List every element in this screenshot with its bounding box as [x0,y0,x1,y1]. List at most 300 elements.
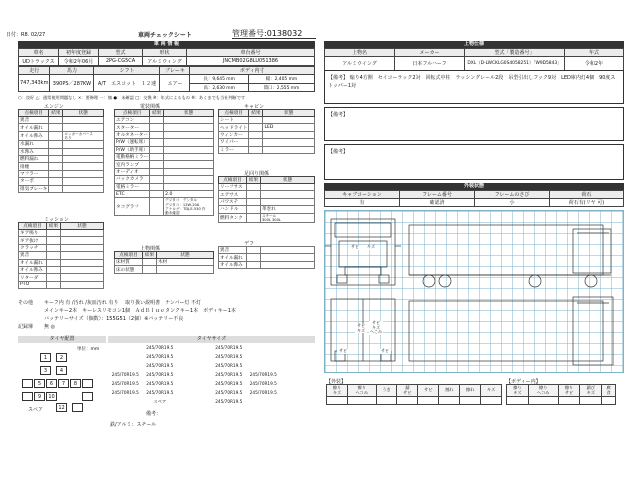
insp-item: 電格ミラー [115,183,150,190]
legend-value [347,397,376,405]
insp-row [115,266,214,273]
insp-item: ワイパー [219,139,249,146]
insp-state [164,161,214,168]
vh-name: 車名 [19,49,59,57]
insp-state: デジタコ デンタル デジタコ：12W-20A アナログ：TDJ-E-530 作 動未確認 [164,198,214,216]
tire-size-cell: 245/70R19.5 [215,345,243,350]
insp-state [63,185,104,192]
insp-header: 結果 [47,223,61,230]
insp-item: オイル滲み [19,266,47,273]
insp-chassis-table [218,176,315,223]
insp-row [115,124,214,131]
insp-result [247,261,261,268]
insp-row [115,117,214,124]
tire-remark: 備考： [146,411,162,417]
legend-value-row [507,397,616,405]
tire-size-cell [108,343,143,352]
insp-state [61,266,104,273]
vehicle-info-title: 車 両 情 報 [18,41,315,48]
tire-size-cell [177,388,212,397]
insp-result [47,244,61,251]
tire-position-box: 7 [58,379,69,388]
insp-header: 点検項目 [115,252,143,259]
tire-size-row [108,343,315,352]
insp-row [115,198,214,216]
truck-side-view [409,225,611,287]
insp-item: オイル漏れ [19,259,47,266]
ex-h-frame-rust: フレームのさび [475,191,550,199]
insp-state [261,198,315,205]
tire-size-cell [177,379,212,388]
insp-result [49,117,63,124]
insp-result [150,168,164,175]
vh-body-dims: ボディ内寸 [190,67,315,75]
insp-result [249,131,263,138]
insp-result [247,247,261,254]
tire-size-cell [246,361,281,370]
legend-value [602,397,616,405]
legend-value [397,397,418,405]
ex-h-frame-no: フレーム番号 [400,191,475,199]
vh-first-reg: 初年度登録 [59,49,99,57]
insp-state [263,117,315,124]
insp-state [164,168,214,175]
legend-label: 腐 食 [602,385,616,397]
insp-upper-table [114,251,214,274]
v-shift: A/T エスコット １２速 [94,75,160,92]
insp-chassis-title: 足回り関係 [244,171,270,177]
insp-item: PTO [19,281,47,288]
legend-label: 擦り キズ [327,385,348,397]
legend-value [418,397,439,405]
insp-state [261,191,315,198]
insp-item: クラッチ [19,244,47,251]
legend-label: 擦れ [460,385,481,397]
legend-item: ●：未確認 [113,95,134,100]
v-first-reg: 令和2年06月 [59,57,99,66]
insp-result [49,155,63,162]
truck-front-view [325,219,401,285]
insp-item: ウィンカー [219,131,249,138]
vh-model: 型式 [99,49,143,57]
v-chassis: JNCMB02G8LU051386 [187,57,315,66]
insp-state [164,176,214,183]
vh-power: 馬力 [50,67,94,75]
wheel-label: 鉄/アルミ：スチール [110,422,157,428]
insp-item: リターダ [19,274,47,281]
insp-item: ターボ [19,178,49,185]
insp-state [261,184,315,191]
legend-value-row [327,397,502,405]
insp-state [164,146,214,153]
insp-result [249,117,263,124]
insp-row [19,281,104,288]
insp-row [19,117,104,124]
insp-row [19,237,104,244]
exterior-legend-table [326,384,502,405]
ex-caution: 有 [325,199,400,207]
insp-row [219,191,315,198]
insp-header: 結果 [150,110,164,117]
insp-result [143,259,157,266]
tire-size-cell: 245/70R19.5 [111,390,139,395]
insp-row [115,190,214,197]
v-dim-width: 幅：2,405 mm [248,75,314,84]
spare-tire-box-2 [72,403,83,412]
record-book-label: 記録簿 [18,324,34,330]
insp-row [219,261,315,268]
insp-item: オーディオ [115,168,150,175]
tire-size-cell [281,352,316,361]
tire-size-cell: 245/70R19.5 [146,354,174,359]
tire-size-cell [108,352,143,361]
tire-size-cell [108,361,143,370]
insp-state [61,281,104,288]
mgmt-label: 管理番号 [232,29,264,38]
tire-position-box: 8 [70,379,81,388]
tire-spare-label: スペア [153,398,167,404]
tire-size-cell [246,343,281,352]
legend-label: 錆び キズ [580,385,602,397]
insp-state: スチール 300L 300L [261,213,315,222]
insp-engine-title: エンジン [44,104,64,110]
tire-size-cell: 245/70R19.5 [146,363,174,368]
tire-size-cell [246,352,281,361]
legend-item: ※：年式によるもの [152,95,190,100]
insp-item: 排煙 [19,163,49,170]
insp-state [157,266,214,273]
insp-electrical-title: 電装関係 [140,104,161,110]
insp-item: 異音 [19,252,47,259]
insp-header: 状態 [63,110,104,117]
insp-header: 状態 [261,177,315,184]
insp-row [19,274,104,281]
equip-remark-3-text: 【備考】 [328,149,349,155]
eq-year: 令和2年 [565,57,624,71]
legend-item: □：交換 [135,95,152,100]
insp-row [219,206,315,213]
ex-frame-no: 確認済 [400,199,475,207]
vh-chassis: 車台番号 [187,49,315,57]
legend-label: 錆 サビ [397,385,418,397]
legend-item: ○：良好 [18,95,35,100]
others-label: その他 [18,300,34,306]
tire-size-cell: 245/70R19.5 [146,390,174,395]
legend-item: －：無 [99,95,113,100]
insp-header: 結果 [143,252,157,259]
tire-spare-size: 245/70R19.5 [215,399,243,404]
legend-label: キズ [481,385,502,397]
tire-spare-row [108,397,315,406]
insp-row [19,230,104,237]
insp-row [19,141,104,148]
legend-value [507,397,529,405]
insp-result [247,213,261,222]
insp-result [150,131,164,138]
body-legend-title: 【ボディー内】 [506,379,541,385]
insp-item: ハンドル [219,206,247,213]
body-legend-table [506,384,616,405]
legend-label: 擦り サビ [558,385,580,397]
insp-row [19,163,104,170]
insp-header: 状態 [157,252,214,259]
insp-item: リーフサス [219,184,247,191]
tire-unit: 単位：mm [77,347,100,352]
insp-result [49,141,63,148]
insp-row [19,178,104,185]
vh-shift: シフト [94,67,160,75]
sheet-title: 車両チェックシート [138,32,192,39]
insp-result [150,176,164,183]
tire-position-box [22,392,33,401]
equip-remark-1 [324,70,624,104]
tire-size-cell [246,397,281,406]
mark-scratch: キズ [367,244,375,249]
insp-row [19,148,104,155]
tire-position-box: 6 [46,379,57,388]
vh-brake: ブレーキ [160,67,190,75]
v-model: 2PG-CG5CA [99,57,143,66]
insp-row [19,266,104,273]
v-power: 390PS／287KW [50,75,94,92]
insp-item: タコグラフ [115,198,150,216]
insp-result [150,124,164,131]
record-book-value: 無 ◎ [44,324,55,330]
date-label: 日付：R8. 02/27 [6,32,46,38]
insp-row [219,139,315,146]
insp-cabin-table [218,109,315,154]
eq-maker: 日本フルハーフ [395,57,465,71]
insp-row [115,259,214,266]
tire-size-cell: 245/70R19.5 [249,390,277,395]
insp-result [247,254,261,261]
insp-state [63,124,104,131]
insp-result [47,266,61,273]
insp-result [247,191,261,198]
insp-item: 水漏れ [19,141,49,148]
insp-result [247,206,261,213]
insp-header: 状態 [263,110,315,117]
insp-header: 結果 [249,110,263,117]
tire-size-cell [281,388,316,397]
insp-row [19,131,104,140]
insp-state [63,163,104,170]
insp-state [63,170,104,177]
insp-result [49,185,63,192]
exterior-legend-title: 【外装】 [326,379,347,385]
eq-model: DXL（D-LWCKLG0S4058251）「W9D5843」 [465,57,565,71]
tire-size-cell: 245/70R19.5 [215,381,243,386]
insp-item: 床材質 [115,259,143,266]
insp-result [150,153,164,160]
insp-row [19,252,104,259]
insp-state [63,148,104,155]
insp-item: ETC [115,190,150,197]
insp-row [115,161,214,168]
insp-state [164,131,214,138]
insp-item: オイル滲み [19,131,49,140]
tire-size-cell [281,397,316,406]
insp-item: 燃料漏れ [19,155,49,162]
vh-shape: 形状 [143,49,187,57]
exterior-table [324,190,624,207]
tire-size-cell: 245/70R19.5 [111,381,139,386]
insp-result [150,161,164,168]
tire-size-cell: 245/70R19.5 [215,372,243,377]
insp-state: LED [263,124,315,131]
insp-item: オイル漏れ [19,124,49,131]
insp-result [47,230,61,237]
insp-row [115,131,214,138]
tire-position-box [82,392,93,401]
legend-value [558,397,580,405]
tire-size-cell [281,379,316,388]
v-brake: エアー [160,75,190,92]
tire-size-cell [177,370,212,379]
eq-h-maker: メーカー [395,49,465,57]
truck-diagram [324,210,624,373]
insp-result [150,139,164,146]
insp-state [261,261,315,268]
insp-state [61,252,104,259]
tire-position-box: 9 [34,392,45,401]
insp-result [47,237,61,244]
insp-header: 点検項目 [219,177,247,184]
tire-size-row [108,352,315,361]
insp-result [150,146,164,153]
eq-h-name: 上物名 [325,49,395,57]
insp-row [115,139,214,146]
tire-size-cell [108,397,143,406]
tire-size-cell: 245/70R19.5 [249,381,277,386]
insp-upper-title: 上物関係 [140,246,161,252]
tire-size-row [108,379,315,388]
insp-state: 2.0 [164,190,214,197]
insp-state [63,178,104,185]
insp-row [115,176,214,183]
insp-item: パワステ [219,198,247,205]
insp-state [261,254,315,261]
tire-size-cell [281,361,316,370]
insp-state: 木材 [157,259,214,266]
insp-result [143,266,157,273]
insp-state [63,141,104,148]
others-line-1: キーフ内 有 /汚れ /灰皿汚れ 有り 取り扱い説明書 ナンバー灯 不灯 [44,300,202,306]
insp-cabin-title: キャビン [244,104,265,110]
insp-item: 電動格納ミラー [116,155,149,161]
insp-state [61,230,104,237]
insp-header: 状態 [61,223,104,230]
insp-item: 異音 [219,247,247,254]
legend-label: 擦り ヘコみ [347,385,376,397]
insp-row [19,170,104,177]
insp-engine-table [18,109,104,193]
insp-result [247,198,261,205]
legend-value [528,397,558,405]
legend-item: △：通常使用問題なし [35,95,77,100]
insp-row [219,117,315,124]
insp-header: 点検項目 [19,110,49,117]
tire-position-box: 4 [56,366,67,375]
insp-result [49,148,63,155]
insp-item: オイル漏れ [219,254,247,261]
insp-item: 異音 [19,117,49,124]
insp-item: P/W（運転席） [116,140,148,146]
equip-remark-2-text: 【備考】 [328,112,349,118]
spare-label: スペア [28,407,44,413]
insp-item: ミラー [219,146,249,153]
legend [18,95,318,101]
truck-top-view [409,297,613,365]
header-rule [232,38,316,39]
legend-value [460,397,481,405]
legend-value [481,397,502,405]
equip-remark-text: 【備考】 煽り4方開 セイコーラック2対 回転式中柱 ラッシングレール2段 吊型引出しフック9対 LED庫内灯4個 90度ストッパー1対 [328,75,616,89]
legend-value [327,397,348,405]
insp-header: 結果 [49,110,63,117]
tire-size-cell [177,397,212,406]
legend-label: 擦り ヘコみ [528,385,558,397]
tire-size-cell [177,343,212,352]
spare-tire-box: 12 [56,403,67,412]
tire-position-box: 10 [46,392,57,401]
legend-label: うき [376,385,397,397]
insp-item: 室内ランプ [115,161,150,168]
tire-size-cell [177,352,212,361]
tire-layout-title: タイヤ配置 [18,336,106,343]
insp-row [219,247,315,254]
ex-stone: 荷石有(リヤ 可) [550,199,624,207]
insp-state [164,124,214,131]
equip-title: 上物仕様 [324,41,624,48]
insp-item: マフラー [19,170,49,177]
insp-result [249,139,263,146]
ex-frame-rust: 小 [475,199,550,207]
mgmt-number: :0138032 [264,29,303,38]
insp-row [219,131,315,138]
tire-size-cell: 245/70R19.5 [111,372,139,377]
mark-rust-scratch-dent: サビ キズ へこみ [370,320,382,335]
tire-size-cell: 245/70R19.5 [249,372,277,377]
insp-row [115,153,214,160]
tire-position-box [82,379,93,388]
insp-row [19,259,104,266]
vh-mileage: 走行 [19,67,50,75]
insp-state: 革巻れ [261,206,315,213]
legend-label-row [327,385,502,397]
tire-size-title: タイヤサイズ [108,336,315,343]
insp-result [47,252,61,259]
insp-header: 点検項目 [115,110,150,117]
insp-state [164,117,214,124]
insp-item: 水滲み [19,148,49,155]
vehicle-info-table [18,48,315,66]
insp-item: 床の状態 [115,266,143,273]
tire-position-box: 3 [40,366,51,375]
insp-state [164,153,214,160]
insp-header: 点検項目 [219,110,249,117]
insp-result [47,281,61,288]
legend-label-row [507,385,616,397]
ex-h-caution: キャブコーション [325,191,400,199]
tire-size-row [108,388,315,397]
insp-item: P/W（助手席） [116,147,148,153]
tire-size-grid [108,343,315,406]
insp-item: スターター [115,124,150,131]
insp-header: 結果 [247,177,261,184]
insp-result [150,183,164,190]
tire-size-cell: 245/70R19.5 [146,345,174,350]
